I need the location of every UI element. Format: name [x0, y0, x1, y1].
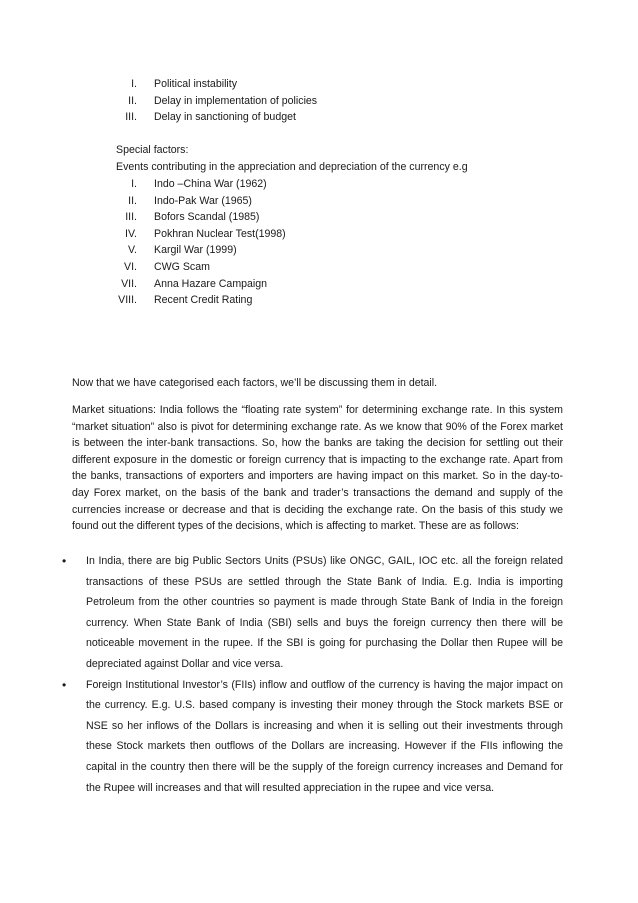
bullet-icon: • — [62, 554, 67, 568]
list-number: III. — [125, 211, 137, 224]
list-number: VII. — [121, 277, 137, 290]
market-situations-paragraph: Market situations: India follows the “floating rate system” for determining exchange rate. In this system “market situation” also is pivot for determining exchange rate. As we know that 90% of the Forex market is between the inter-bank transactions. So, how the banks are taking the decision for settling out their different exposure in the domestic or foreign currency that is impacting to the exchange rate. Apart from the banks, transactions of exporters and importers are having impact on this market. So in the day-to-day Forex market, on the basis of the bank and trader’s transactions the demand and supply of the currencies increase or decrease and that is deciding the exchange rate. On the basis of this study we found out the different types of the decisions, which is affecting to market. These are as follows: — [72, 404, 563, 533]
list-number: III. — [125, 111, 137, 124]
list-number: IV. — [125, 227, 137, 240]
bullet-item — [62, 551, 563, 675]
list-text: Bofors Scandal (1985) — [154, 211, 260, 224]
list-text: Pokhran Nuclear Test(1998) — [154, 227, 286, 240]
list-text: CWG Scam — [154, 260, 210, 273]
list-text: Political instability — [154, 78, 238, 90]
list-number: II. — [128, 94, 137, 107]
bullet-list — [62, 551, 563, 798]
special-factors-description: Events contributing in the appreciation and depreciation of the currency e.g — [116, 161, 468, 173]
bullet-text: In India, there are big Public Sectors Units (PSUs) like ONGC, GAIL, IOC etc. all the foreign related transactions of these PSUs are settled through the State Bank of India. E.g. India is importing Petroleum from the other countries so payment is made through State Bank of India in the foreign currency. When State Bank of India (SBI) sells and buys the foreign currency then there will be noticeable movement in the rupee. If the SBI is going for purchasing the Dollar then Rupee will be depreciated against Dollar and vice versa. — [86, 555, 563, 670]
special-factors-heading: Special factors: — [116, 144, 189, 156]
list-number: VI. — [124, 260, 137, 273]
list-text: Indo –China War (1962) — [154, 178, 267, 190]
list-number: V. — [127, 244, 137, 257]
list-number: VIII. — [118, 294, 137, 307]
list-text: Kargil War (1999) — [154, 244, 237, 257]
bullet-item — [62, 675, 563, 799]
intro-paragraph: Now that we have categorised each factors, we’ll be discussing them in detail. — [72, 377, 438, 389]
list-text: Delay in sanctioning of budget — [154, 111, 296, 124]
list-text: Anna Hazare Campaign — [154, 277, 268, 290]
list-text: Recent Credit Rating — [154, 294, 253, 307]
list-number: II. — [128, 194, 137, 207]
bullet-text: Foreign Institutional Investor’s (FIIs) inflow and outflow of the currency is having the major impact on the currency. E.g. U.S. based company is investing their money through the Stock markets BSE or NSE so her inflows of the Dollars is increasing and when it is selling out their investments through these Stock markets then outflows of the Dollars are increasing. However if the FIIs inflowing the capital in the country then there will be the supply of the foreign currency increases and Demand for the Rupee will increases and that will resulted appreciation in the rupee and vice versa. — [86, 678, 563, 794]
list-text: Indo-Pak War (1965) — [154, 194, 252, 207]
list-number: I. — [131, 78, 137, 90]
list-text: Delay in implementation of policies — [154, 94, 318, 107]
list-number: I. — [131, 178, 137, 190]
bullet-icon: • — [62, 677, 67, 692]
